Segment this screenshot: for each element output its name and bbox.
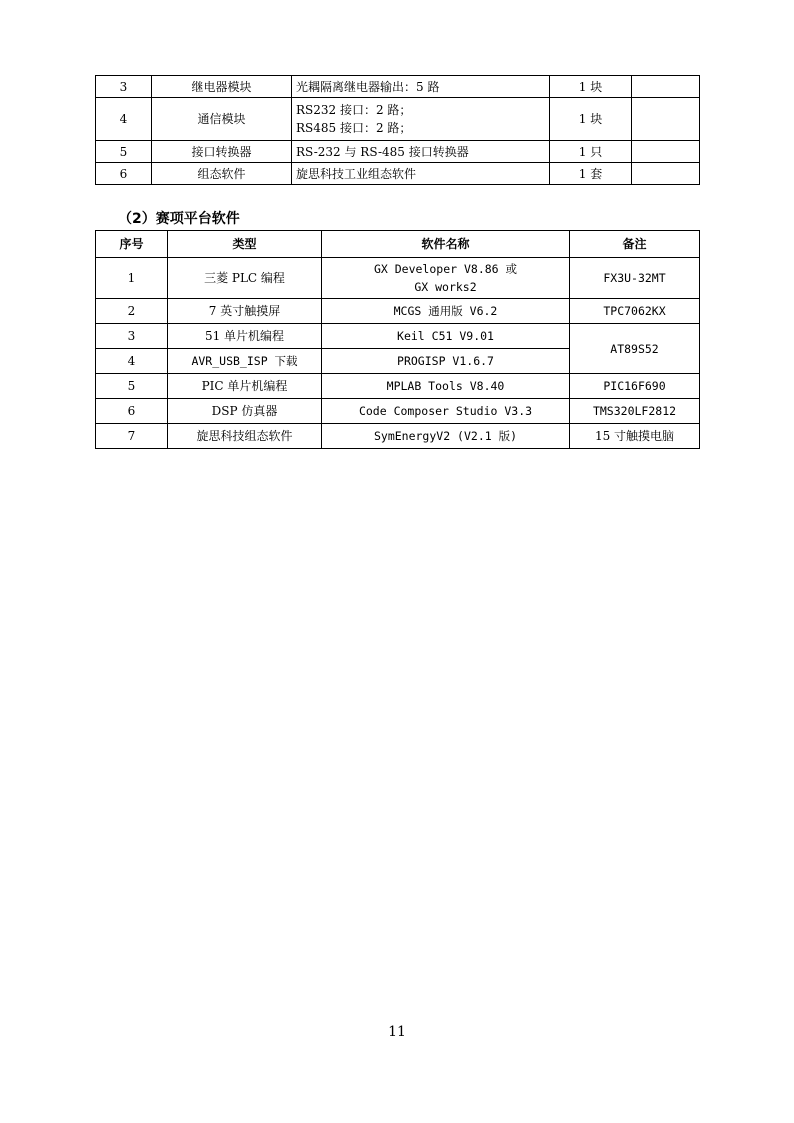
header-number: 序号 <box>96 231 168 258</box>
item-quantity: 1 块 <box>550 98 632 141</box>
software-type: PIC 单片机编程 <box>168 374 322 399</box>
table-row <box>96 374 700 399</box>
table-row <box>96 76 700 98</box>
row-number: 6 <box>96 163 152 185</box>
header-type: 类型 <box>168 231 322 258</box>
software-name: Code Composer Studio V3.3 <box>322 399 570 424</box>
software-note: TMS320LF2812 <box>570 399 700 424</box>
item-note <box>632 163 700 185</box>
table-row <box>96 399 700 424</box>
row-number: 1 <box>96 258 168 299</box>
item-note <box>632 98 700 141</box>
software-name-line: GX Developer V8.86 或 <box>373 262 518 276</box>
table-row <box>96 299 700 324</box>
item-name: 组态软件 <box>152 163 292 185</box>
row-number: 3 <box>96 76 152 98</box>
hardware-table <box>95 75 700 185</box>
item-spec: RS-232 与 RS-485 接口转换器 <box>292 141 550 163</box>
row-number: 2 <box>96 299 168 324</box>
software-note: AT89S52 <box>570 324 700 374</box>
software-note: PIC16F690 <box>570 374 700 399</box>
header-software-name: 软件名称 <box>322 231 570 258</box>
table-header-row <box>96 231 700 258</box>
software-note: TPC7062KX <box>570 299 700 324</box>
row-number: 5 <box>96 141 152 163</box>
software-note: FX3U-32MT <box>570 258 700 299</box>
section-heading: （2）赛项平台软件 <box>118 211 240 227</box>
item-name: 继电器模块 <box>152 76 292 98</box>
item-name: 接口转换器 <box>152 141 292 163</box>
software-name <box>322 258 570 299</box>
software-name-line: GX works2 <box>414 280 477 294</box>
software-type: 51 单片机编程 <box>168 324 322 349</box>
software-name: SymEnergyV2 (V2.1 版) <box>322 424 570 449</box>
spec-line: RS232 接口：2 路； <box>296 103 412 117</box>
software-type: 三菱 PLC 编程 <box>168 258 322 299</box>
software-name: MCGS 通用版 V6.2 <box>322 299 570 324</box>
spec-line: RS485 接口：2 路； <box>296 121 412 135</box>
row-number: 3 <box>96 324 168 349</box>
item-note <box>632 141 700 163</box>
header-note: 备注 <box>570 231 700 258</box>
software-type: DSP 仿真器 <box>168 399 322 424</box>
table-row <box>96 98 700 141</box>
table-row <box>96 324 700 349</box>
row-number: 6 <box>96 399 168 424</box>
software-name: Keil C51 V9.01 <box>322 324 570 349</box>
item-spec: 光耦隔离继电器输出：5 路 <box>292 76 550 98</box>
item-quantity: 1 只 <box>550 141 632 163</box>
software-type: AVR_USB_ISP 下载 <box>168 349 322 374</box>
software-type: 7 英寸触摸屏 <box>168 299 322 324</box>
item-spec: 旋思科技工业组态软件 <box>292 163 550 185</box>
row-number: 7 <box>96 424 168 449</box>
row-number: 4 <box>96 349 168 374</box>
table-row <box>96 424 700 449</box>
software-name: PROGISP V1.6.7 <box>322 349 570 374</box>
software-table <box>95 230 700 449</box>
software-note: 15 寸触摸电脑 <box>570 424 700 449</box>
page-number: 11 <box>388 1024 406 1040</box>
item-spec <box>292 98 550 141</box>
item-quantity: 1 块 <box>550 76 632 98</box>
software-name: MPLAB Tools V8.40 <box>322 374 570 399</box>
item-name: 通信模块 <box>152 98 292 141</box>
row-number: 5 <box>96 374 168 399</box>
software-type: 旋思科技组态软件 <box>168 424 322 449</box>
item-note <box>632 76 700 98</box>
row-number: 4 <box>96 98 152 141</box>
table-row <box>96 163 700 185</box>
item-quantity: 1 套 <box>550 163 632 185</box>
table-row <box>96 141 700 163</box>
table-row <box>96 258 700 299</box>
